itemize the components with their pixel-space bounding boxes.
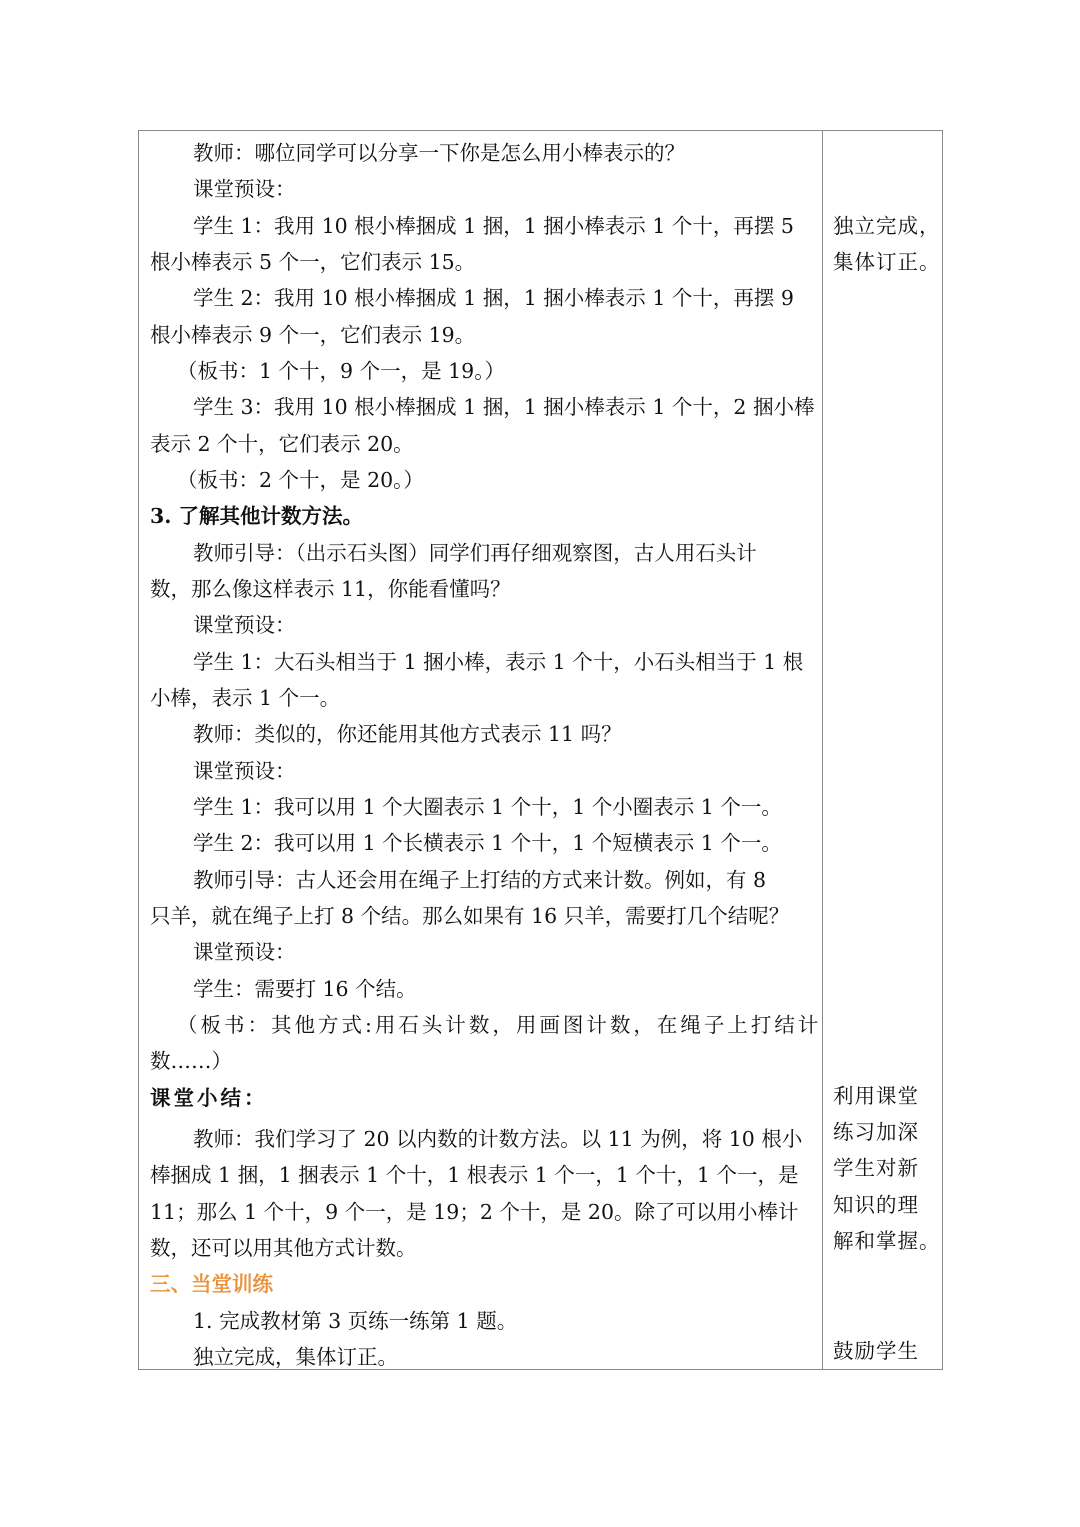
main-line: 学生 3：我用 10 根小棒捆成 1 捆，1 捆小棒表示 1 个十，2 捆小棒: [193, 395, 815, 419]
main-line: 学生 2：我可以用 1 个长横表示 1 个十，1 个短横表示 1 个一。: [193, 831, 782, 855]
main-line: 小棒，表示 1 个一。: [150, 686, 341, 710]
main-line: 只羊，就在绳子上打 8 个结。那么如果有 16 只羊，需要打几个结呢？: [150, 904, 790, 928]
side-note: 独立完成，: [833, 214, 941, 238]
main-line: 教师：类似的，你还能用其他方式表示 11 吗？: [193, 722, 622, 746]
main-line: 1. 完成教材第 3 页练一练第 1 题。: [193, 1309, 518, 1333]
main-line: 教师：我们学习了 20 以内数的计数方法。以 11 为例，将 10 根小: [193, 1127, 803, 1151]
side-note: 解和掌握。: [833, 1229, 941, 1253]
main-line: 学生 1：我可以用 1 个大圈表示 1 个十，1 个小圈表示 1 个一。: [193, 795, 782, 819]
main-line: 教师引导：古人还会用在绳子上打结的方式来计数。例如，有 8: [193, 868, 767, 892]
main-line: 学生 2：我用 10 根小棒捆成 1 捆，1 捆小棒表示 1 个十，再摆 9: [193, 286, 794, 310]
side-note: 鼓励学生: [833, 1339, 919, 1363]
main-line: （板书：1 个十，9 个一，是 19。）: [177, 359, 505, 383]
side-note: 学生对新: [833, 1156, 919, 1180]
main-line: 根小棒表示 5 个一，它们表示 15。: [150, 250, 476, 274]
main-line: （板书：2 个十，是 20。）: [177, 468, 424, 492]
main-line: 课堂预设：: [193, 177, 296, 201]
main-line: 11；那么 1 个十，9 个一，是 19；2 个十，是 20。除了可以用小棒计: [150, 1200, 799, 1224]
side-note: 练习加深: [833, 1120, 919, 1144]
section-heading: 3. 了解其他计数方法。: [150, 504, 364, 528]
lesson-plan-table: [138, 130, 943, 1370]
side-note: 利用课堂: [833, 1084, 919, 1108]
main-line: （板书：其他方式:用石头计数，用画图计数，在绳子上打结计: [177, 1013, 822, 1037]
main-line: 课堂预设：: [193, 759, 296, 783]
main-line: 教师引导：（出示石头图）同学们再仔细观察图，古人用石头计: [193, 541, 757, 565]
main-line: 根小棒表示 9 个一，它们表示 19。: [150, 323, 476, 347]
main-line: 教师：哪位同学可以分享一下你是怎么用小棒表示的？: [193, 141, 685, 165]
main-line: 学生 1：我用 10 根小棒捆成 1 捆，1 捆小棒表示 1 个十，再摆 5: [193, 214, 794, 238]
main-line: 表示 2 个十，它们表示 20。: [150, 432, 414, 456]
main-line: 棒捆成 1 捆，1 捆表示 1 个十，1 根表示 1 个一，1 个十，1 个一，是: [150, 1163, 799, 1187]
main-line: 数，那么像这样表示 11，你能看懂吗？: [150, 577, 511, 601]
side-note: 知识的理: [833, 1193, 919, 1217]
main-line: 数……）: [150, 1049, 232, 1073]
main-line: 学生 1：大石头相当于 1 捆小棒，表示 1 个十，小石头相当于 1 根: [193, 650, 804, 674]
column-divider: [822, 131, 823, 1369]
main-line: 课堂预设：: [193, 940, 296, 964]
section-heading: 课堂小结：: [150, 1086, 268, 1110]
main-line: 课堂预设：: [193, 613, 296, 637]
side-note: 集体订正。: [833, 250, 941, 274]
main-line: 独立完成，集体订正。: [193, 1345, 398, 1369]
section-heading: 三、当堂训练: [150, 1272, 273, 1296]
main-line: 数，还可以用其他方式计数。: [150, 1236, 417, 1260]
main-line: 学生：需要打 16 个结。: [193, 977, 417, 1001]
